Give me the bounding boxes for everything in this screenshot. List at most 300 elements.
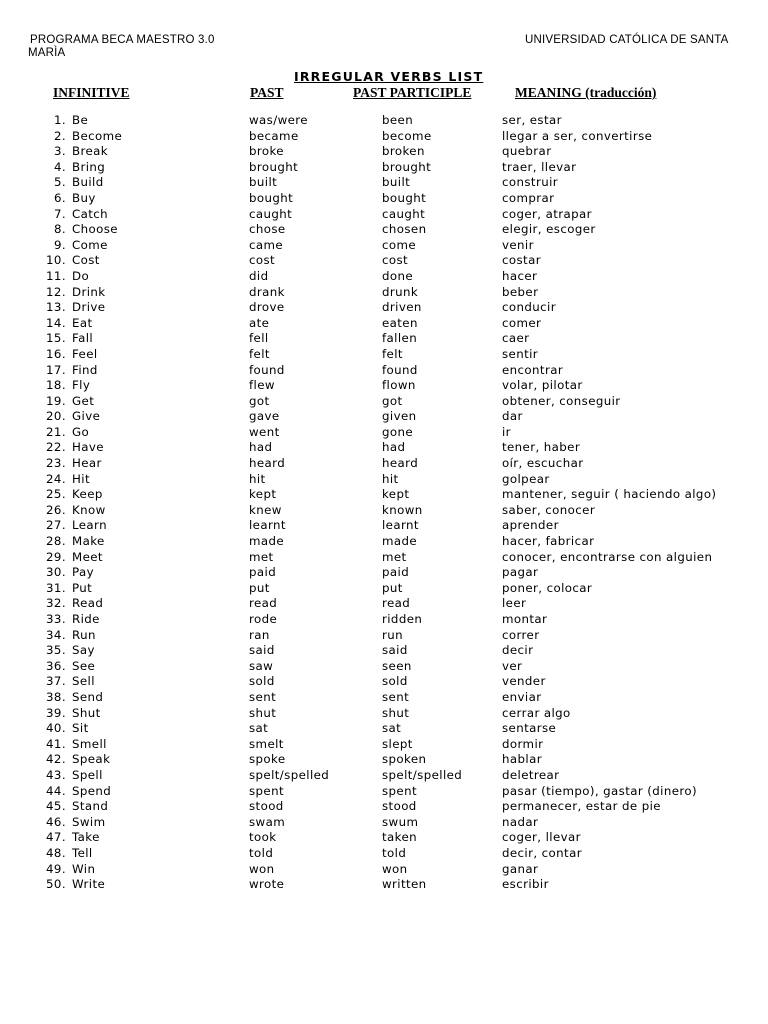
verb-past: gave <box>249 409 280 424</box>
verb-infinitive: Drink <box>72 284 106 299</box>
verb-past-participle: cost <box>382 253 409 268</box>
verb-number: 24. <box>46 471 66 486</box>
verb-row <box>0 175 768 191</box>
verb-past: went <box>249 424 280 439</box>
verb-infinitive: Have <box>72 440 104 455</box>
verb-row <box>0 503 768 519</box>
verb-number: 40. <box>46 721 66 736</box>
verb-past-participle: shut <box>382 705 410 720</box>
verb-row <box>0 612 768 628</box>
verb-past-participle: sent <box>382 689 410 704</box>
verb-infinitive: Drive <box>72 300 106 315</box>
verb-row <box>0 534 768 550</box>
verb-infinitive: Break <box>72 144 109 159</box>
verb-past: chose <box>249 222 286 237</box>
verb-meaning: construir <box>502 175 559 190</box>
verb-past: kept <box>249 487 277 502</box>
verb-past-participle: had <box>382 440 406 455</box>
verb-infinitive: Ride <box>72 612 100 626</box>
verb-past-participle: kept <box>382 487 410 502</box>
verb-past-participle: felt <box>382 346 403 361</box>
verb-past: drank <box>249 284 285 299</box>
verb-infinitive: Fly <box>72 378 91 393</box>
verb-meaning: conducir <box>502 300 556 315</box>
verb-meaning: comprar <box>502 190 555 205</box>
verb-infinitive: Eat <box>72 315 93 330</box>
verb-number: 14. <box>46 315 66 330</box>
verb-past-participle: swum <box>382 814 419 829</box>
verb-meaning: sentarse <box>502 721 557 736</box>
verb-past: spelt/spelled <box>249 767 330 782</box>
verb-row <box>0 737 768 753</box>
verb-number: 31. <box>46 580 66 595</box>
verb-number: 5. <box>53 175 66 190</box>
verb-meaning: coger, atrapar <box>502 206 592 221</box>
verb-list <box>0 113 768 893</box>
verb-meaning: mantener, seguir ( haciendo algo) <box>502 487 717 502</box>
verb-row <box>0 830 768 846</box>
verb-infinitive: Come <box>72 237 108 252</box>
verb-row <box>0 160 768 176</box>
verb-past-participle: been <box>382 113 414 127</box>
verb-past: sent <box>249 689 277 704</box>
verb-past-participle: won <box>382 861 408 876</box>
verb-number: 32. <box>46 596 66 611</box>
verb-past-participle: said <box>382 643 408 658</box>
verb-infinitive: Go <box>72 424 90 439</box>
verb-meaning: aprender <box>502 518 559 533</box>
verb-number: 10. <box>46 253 66 268</box>
verb-meaning: dar <box>502 409 523 424</box>
verb-meaning: costar <box>502 253 541 268</box>
verb-row <box>0 425 768 441</box>
verb-infinitive: Shut <box>72 705 101 720</box>
verb-past: swam <box>249 814 286 829</box>
verb-past-participle: told <box>382 845 407 860</box>
page-title: IRREGULAR VERBS LIST <box>294 69 484 84</box>
verb-infinitive: Spend <box>72 783 112 798</box>
verb-infinitive: Write <box>72 877 106 892</box>
verb-number: 47. <box>46 830 66 845</box>
verb-row <box>0 721 768 737</box>
verb-past: bought <box>249 190 294 205</box>
verb-number: 39. <box>46 705 66 720</box>
verb-meaning: comer <box>502 315 542 330</box>
verb-number: 49. <box>46 861 66 876</box>
verb-meaning: decir <box>502 643 534 658</box>
verb-meaning: enviar <box>502 689 542 704</box>
verb-meaning: caer <box>502 331 530 346</box>
verb-past-participle: seen <box>382 658 412 673</box>
verb-meaning: hacer <box>502 268 538 283</box>
verb-infinitive: Send <box>72 689 104 704</box>
verb-row <box>0 191 768 207</box>
verb-meaning: pagar <box>502 565 539 580</box>
verb-infinitive: Learn <box>72 518 107 533</box>
verb-row <box>0 222 768 238</box>
verb-row <box>0 300 768 316</box>
verb-row <box>0 706 768 722</box>
verb-meaning: ver <box>502 658 523 673</box>
verb-row <box>0 144 768 160</box>
verb-past: ran <box>249 627 270 642</box>
column-header-past: PAST <box>250 85 284 100</box>
verb-row <box>0 207 768 223</box>
verb-past: read <box>249 596 278 611</box>
verb-meaning: poner, colocar <box>502 580 593 595</box>
verb-row <box>0 394 768 410</box>
verb-number: 42. <box>46 752 66 767</box>
verb-number: 41. <box>46 736 66 751</box>
verb-past-participle: chosen <box>382 222 427 237</box>
verb-number: 15. <box>46 331 66 346</box>
verb-infinitive: Hear <box>72 456 102 471</box>
verb-number: 48. <box>46 845 66 860</box>
verb-number: 22. <box>46 440 66 455</box>
verb-infinitive: Win <box>72 861 96 876</box>
verb-infinitive: Sell <box>72 674 95 689</box>
verb-row <box>0 316 768 332</box>
verb-number: 23. <box>46 456 66 471</box>
verb-row <box>0 565 768 581</box>
verb-number: 4. <box>53 159 66 174</box>
verb-past: caught <box>249 206 293 221</box>
verb-past: found <box>249 362 285 377</box>
verb-past-participle: spelt/spelled <box>382 767 463 782</box>
verb-meaning: saber, conocer <box>502 502 596 517</box>
verb-past: saw <box>249 658 274 673</box>
verb-infinitive: See <box>72 658 96 673</box>
verb-infinitive: Catch <box>72 206 109 221</box>
verb-past: came <box>249 237 284 252</box>
program-header: PROGRAMA BECA MAESTRO 3.0 <box>30 34 215 46</box>
verb-infinitive: Make <box>72 534 105 549</box>
verb-row <box>0 518 768 534</box>
verb-past-participle: flown <box>382 378 416 393</box>
verb-past-participle: slept <box>382 736 413 751</box>
verb-number: 8. <box>53 222 66 237</box>
verb-row <box>0 581 768 597</box>
verb-meaning: beber <box>502 284 539 299</box>
verb-meaning: conocer, encontrarse con alguien <box>502 549 713 564</box>
verb-row <box>0 331 768 347</box>
verb-number: 18. <box>46 378 66 393</box>
verb-past-participle: learnt <box>382 518 419 533</box>
verb-past: brought <box>249 159 299 174</box>
verb-past: flew <box>249 378 275 393</box>
verb-infinitive: Find <box>72 362 98 377</box>
verb-meaning: cerrar algo <box>502 705 571 720</box>
verb-infinitive: Bring <box>72 159 106 174</box>
verb-past-participle: written <box>382 877 427 892</box>
verb-infinitive: Smell <box>72 736 107 751</box>
verb-row <box>0 440 768 456</box>
verb-number: 6. <box>53 190 66 205</box>
verb-meaning: dormir <box>502 736 544 751</box>
verb-past-participle: met <box>382 549 407 564</box>
verb-meaning: nadar <box>502 814 539 829</box>
verb-past: told <box>249 845 274 860</box>
verb-infinitive: Feel <box>72 346 98 361</box>
verb-row <box>0 253 768 269</box>
verb-row <box>0 129 768 145</box>
verb-meaning: vender <box>502 674 546 689</box>
verb-infinitive: Take <box>72 830 100 845</box>
verb-row <box>0 877 768 893</box>
verb-past: sat <box>249 721 269 736</box>
verb-infinitive: Build <box>72 175 104 190</box>
verb-number: 35. <box>46 643 66 658</box>
verb-number: 3. <box>53 144 66 159</box>
verb-number: 21. <box>46 424 66 439</box>
verb-meaning: traer, llevar <box>502 159 577 174</box>
verb-meaning: coger, llevar <box>502 830 581 845</box>
verb-past: took <box>249 830 277 845</box>
verb-row <box>0 487 768 503</box>
verb-number: 12. <box>46 284 66 299</box>
verb-past-participle: bought <box>382 190 427 205</box>
verb-number: 19. <box>46 393 66 408</box>
verb-infinitive: Put <box>72 580 93 595</box>
verb-past-participle: made <box>382 534 418 549</box>
verb-infinitive: Run <box>72 627 96 642</box>
verb-number: 28. <box>46 534 66 549</box>
verb-past-participle: sat <box>382 721 402 736</box>
verb-past: got <box>249 393 270 408</box>
verb-past-participle: fallen <box>382 331 418 346</box>
verb-number: 7. <box>53 206 66 221</box>
verb-number: 13. <box>46 300 66 315</box>
verb-meaning: tener, haber <box>502 440 581 455</box>
verb-number: 43. <box>46 767 66 782</box>
verb-past-participle: put <box>382 580 403 595</box>
university-header: UNIVERSIDAD CATÓLICA DE SANTA <box>525 34 729 46</box>
verb-past: smelt <box>249 736 284 751</box>
verb-infinitive: Speak <box>72 752 111 767</box>
verb-infinitive: Do <box>72 268 90 283</box>
verb-infinitive: Sit <box>72 721 89 736</box>
verb-row <box>0 674 768 690</box>
verb-past: felt <box>249 346 270 361</box>
verb-number: 20. <box>46 409 66 424</box>
verb-row <box>0 456 768 472</box>
verb-infinitive: Become <box>72 128 123 143</box>
verb-meaning: ir <box>502 424 511 439</box>
verb-number: 45. <box>46 799 66 814</box>
verb-number: 9. <box>53 237 66 252</box>
verb-past: shut <box>249 705 277 720</box>
verb-past-participle: paid <box>382 565 410 580</box>
verb-number: 50. <box>46 877 66 892</box>
verb-past-participle: eaten <box>382 315 418 330</box>
verb-meaning: escribir <box>502 877 549 892</box>
verb-infinitive: Read <box>72 596 104 611</box>
verb-past-participle: caught <box>382 206 426 221</box>
verb-past: fell <box>249 331 269 346</box>
verb-past: made <box>249 534 285 549</box>
verb-infinitive: Meet <box>72 549 103 564</box>
verb-past-participle: come <box>382 237 417 252</box>
verb-infinitive: Be <box>72 113 89 127</box>
verb-row <box>0 690 768 706</box>
verb-number: 38. <box>46 689 66 704</box>
verb-number: 44. <box>46 783 66 798</box>
verb-number: 25. <box>46 487 66 502</box>
verb-infinitive: Get <box>72 393 95 408</box>
verb-row <box>0 363 768 379</box>
verb-past: learnt <box>249 518 286 533</box>
verb-past: drove <box>249 300 285 315</box>
verb-past-participle: done <box>382 268 414 283</box>
verb-meaning: hacer, fabricar <box>502 534 595 549</box>
verb-past: sold <box>249 674 275 689</box>
verb-meaning: sentir <box>502 346 539 361</box>
verb-meaning: leer <box>502 596 527 611</box>
verb-infinitive: Spell <box>72 767 103 782</box>
verb-row <box>0 409 768 425</box>
verb-row <box>0 238 768 254</box>
verb-row <box>0 799 768 815</box>
verb-infinitive: Tell <box>72 845 93 860</box>
verb-number: 37. <box>46 674 66 689</box>
column-header-meaning: MEANING (traducción) <box>515 85 657 100</box>
verb-past: met <box>249 549 274 564</box>
verb-infinitive: Know <box>72 502 106 517</box>
verb-past-participle: driven <box>382 300 422 315</box>
verb-past-participle: hit <box>382 471 399 486</box>
verb-infinitive: Stand <box>72 799 109 814</box>
verb-infinitive: Buy <box>72 190 96 205</box>
verb-row <box>0 768 768 784</box>
column-header-past-participle: PAST PARTICIPLE <box>353 85 472 100</box>
verb-number: 2. <box>53 128 66 143</box>
verb-meaning: elegir, escoger <box>502 222 596 237</box>
verb-infinitive: Choose <box>72 222 118 237</box>
verb-meaning: llegar a ser, convertirse <box>502 128 653 143</box>
verb-infinitive: Swim <box>72 814 106 829</box>
verb-past-participle: known <box>382 502 423 517</box>
verb-past: broke <box>249 144 284 159</box>
verb-row <box>0 347 768 363</box>
verb-past: wrote <box>249 877 285 892</box>
verb-number: 1. <box>53 113 66 127</box>
verb-meaning: permanecer, estar de pie <box>502 799 661 814</box>
verb-meaning: oír, escuchar <box>502 456 584 471</box>
verb-row <box>0 784 768 800</box>
verb-past-participle: run <box>382 627 404 642</box>
verb-row <box>0 846 768 862</box>
verb-meaning: deletrear <box>502 767 560 782</box>
verb-number: 29. <box>46 549 66 564</box>
verb-infinitive: Keep <box>72 487 103 502</box>
verb-past: cost <box>249 253 276 268</box>
verb-past: stood <box>249 799 284 814</box>
verb-number: 17. <box>46 362 66 377</box>
verb-past-participle: brought <box>382 159 432 174</box>
verb-meaning: decir, contar <box>502 845 582 860</box>
verb-past: spoke <box>249 752 286 767</box>
verb-past-participle: spent <box>382 783 417 798</box>
verb-past-participle: taken <box>382 830 418 845</box>
verb-meaning: montar <box>502 612 548 626</box>
verb-past-participle: given <box>382 409 417 424</box>
verb-past-participle: become <box>382 128 432 143</box>
verb-past: hit <box>249 471 266 486</box>
verb-past-participle: drunk <box>382 284 419 299</box>
verb-past: built <box>249 175 278 190</box>
column-header-infinitive: INFINITIVE <box>53 85 130 100</box>
verb-meaning: ganar <box>502 861 539 876</box>
verb-number: 26. <box>46 502 66 517</box>
verb-past-participle: ridden <box>382 612 423 626</box>
verb-row <box>0 113 768 129</box>
verb-past-participle: stood <box>382 799 417 814</box>
verb-past-participle: built <box>382 175 411 190</box>
verb-past: heard <box>249 456 286 471</box>
verb-past: spent <box>249 783 284 798</box>
verb-row <box>0 269 768 285</box>
verb-infinitive: Say <box>72 643 95 658</box>
university-header-continuation: MARÌA <box>28 47 66 59</box>
verb-past-participle: read <box>382 596 411 611</box>
verb-meaning: venir <box>502 237 534 252</box>
verb-number: 34. <box>46 627 66 642</box>
verb-meaning: encontrar <box>502 362 564 377</box>
verb-row <box>0 285 768 301</box>
verb-number: 30. <box>46 565 66 580</box>
verb-meaning: pasar (tiempo), gastar (dinero) <box>502 783 697 798</box>
verb-number: 16. <box>46 346 66 361</box>
verb-row <box>0 472 768 488</box>
verb-row <box>0 815 768 831</box>
verb-row <box>0 378 768 394</box>
verb-past-participle: got <box>382 393 403 408</box>
verb-past-participle: broken <box>382 144 425 159</box>
verb-number: 46. <box>46 814 66 829</box>
verb-past: rode <box>249 612 278 626</box>
verb-row <box>0 550 768 566</box>
verb-infinitive: Pay <box>72 565 94 580</box>
verb-row <box>0 596 768 612</box>
verb-meaning: quebrar <box>502 144 552 159</box>
verb-past-participle: sold <box>382 674 408 689</box>
verb-past: had <box>249 440 273 455</box>
verb-past: put <box>249 580 270 595</box>
verb-past: paid <box>249 565 277 580</box>
verb-row <box>0 752 768 768</box>
verb-number: 11. <box>46 268 66 283</box>
verb-past-participle: heard <box>382 456 419 471</box>
verb-number: 33. <box>46 612 66 626</box>
verb-meaning: hablar <box>502 752 542 767</box>
verb-past: ate <box>249 315 270 330</box>
verb-past: did <box>249 268 269 283</box>
verb-past: knew <box>249 502 282 517</box>
verb-infinitive: Hit <box>72 471 90 486</box>
verb-meaning: volar, pilotar <box>502 378 583 393</box>
verb-past: became <box>249 128 299 143</box>
verb-past-participle: gone <box>382 424 414 439</box>
verb-meaning: obtener, conseguir <box>502 393 621 408</box>
verb-infinitive: Give <box>72 409 101 424</box>
verb-past: said <box>249 643 275 658</box>
verb-infinitive: Cost <box>72 253 100 268</box>
verb-number: 36. <box>46 658 66 673</box>
verb-meaning: correr <box>502 627 540 642</box>
verb-past: was/were <box>249 113 308 127</box>
verb-past: won <box>249 861 275 876</box>
verb-row <box>0 643 768 659</box>
